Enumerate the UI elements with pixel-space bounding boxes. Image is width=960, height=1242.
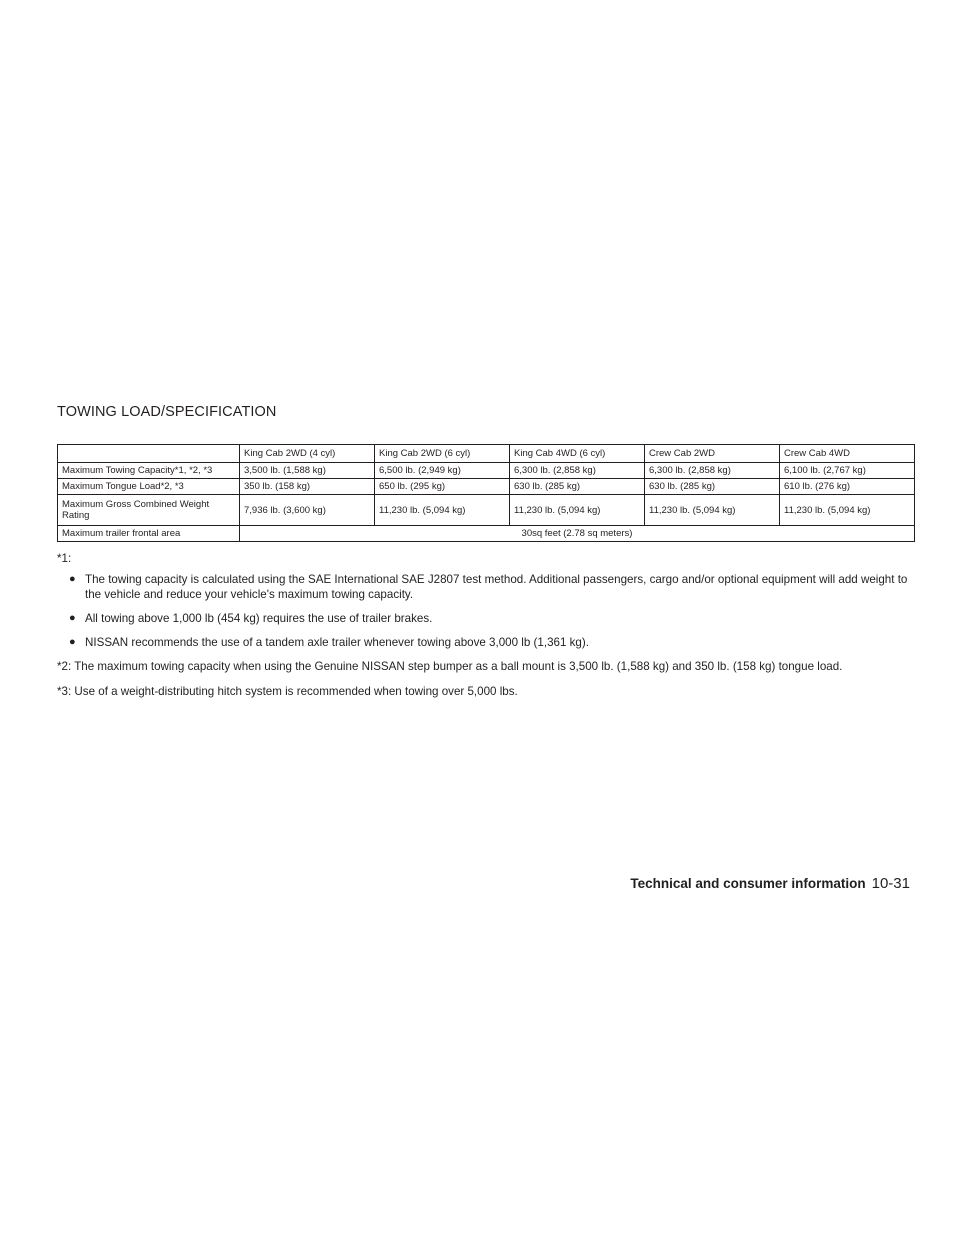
- list-item: [65, 635, 915, 650]
- towing-spec-table: [57, 444, 915, 542]
- section-title: TOWING LOAD/SPECIFICATION: [57, 404, 277, 420]
- table-header-row: [58, 445, 915, 463]
- table-cell: 610 lb. (276 kg): [780, 479, 915, 495]
- table-cell: 630 lb. (285 kg): [510, 479, 645, 495]
- table-cell: 11,230 lb. (5,094 kg): [375, 495, 510, 526]
- page-number: 10-31: [871, 875, 910, 892]
- table-cell: 6,500 lb. (2,949 kg): [375, 463, 510, 479]
- footer-section-title: Technical and consumer information: [630, 876, 866, 891]
- row-label: Maximum trailer frontal area: [58, 526, 240, 542]
- row-label: Maximum Gross Combined Weight Rating: [58, 495, 240, 526]
- table-row: [58, 526, 915, 542]
- table-row: [58, 479, 915, 495]
- table-cell: 6,300 lb. (2,858 kg): [510, 463, 645, 479]
- table-cell: 11,230 lb. (5,094 kg): [510, 495, 645, 526]
- footnote-3: *3: Use of a weight-distributing hitch system is recommended when towing over 5,000 lbs.: [57, 685, 518, 698]
- column-header: Crew Cab 2WD: [645, 445, 780, 463]
- bullet-text: The towing capacity is calculated using the SAE International SAE J2807 test method. Additional passengers, cargo and/or optional equipment will add weight to the vehicle and reduce your vehicle's maximum towing capacity.: [85, 573, 908, 601]
- table-cell: 630 lb. (285 kg): [645, 479, 780, 495]
- column-header: King Cab 2WD (4 cyl): [240, 445, 375, 463]
- row-label: Maximum Tongue Load*2, *3: [58, 479, 240, 495]
- table-cell: 11,230 lb. (5,094 kg): [645, 495, 780, 526]
- table-cell: 11,230 lb. (5,094 kg): [780, 495, 915, 526]
- table-cell: 350 lb. (158 kg): [240, 479, 375, 495]
- table-cell: 650 lb. (295 kg): [375, 479, 510, 495]
- bullet-icon: ●: [69, 636, 76, 648]
- list-item: [65, 611, 915, 626]
- footnote-1-label: *1:: [57, 552, 72, 565]
- bullet-icon: ●: [69, 573, 76, 585]
- column-header: King Cab 4WD (6 cyl): [510, 445, 645, 463]
- bullet-text: NISSAN recommends the use of a tandem axle trailer whenever towing above 3,000 lb (1,361 kg).: [85, 636, 589, 649]
- row-label: Maximum Towing Capacity*1, *2, *3: [58, 463, 240, 479]
- bullet-icon: ●: [69, 612, 76, 624]
- merged-cell: 30sq feet (2.78 sq meters): [240, 526, 915, 542]
- table-row: [58, 495, 915, 526]
- bullet-text: All towing above 1,000 lb (454 kg) requires the use of trailer brakes.: [85, 612, 433, 625]
- column-header: [58, 445, 240, 463]
- table-row: [58, 463, 915, 479]
- footnotes: [57, 547, 915, 709]
- table-cell: 6,300 lb. (2,858 kg): [645, 463, 780, 479]
- footnote-2: *2: The maximum towing capacity when using the Genuine NISSAN step bumper as a ball mount is 3,500 lb. (1,588 kg) and 350 lb. (158 kg) tongue load.: [57, 660, 843, 673]
- table-cell: 6,100 lb. (2,767 kg): [780, 463, 915, 479]
- column-header: Crew Cab 4WD: [780, 445, 915, 463]
- page-footer: [630, 875, 910, 892]
- list-item: [65, 572, 915, 602]
- table-cell: 3,500 lb. (1,588 kg): [240, 463, 375, 479]
- column-header: King Cab 2WD (6 cyl): [375, 445, 510, 463]
- table-cell: 7,936 lb. (3,600 kg): [240, 495, 375, 526]
